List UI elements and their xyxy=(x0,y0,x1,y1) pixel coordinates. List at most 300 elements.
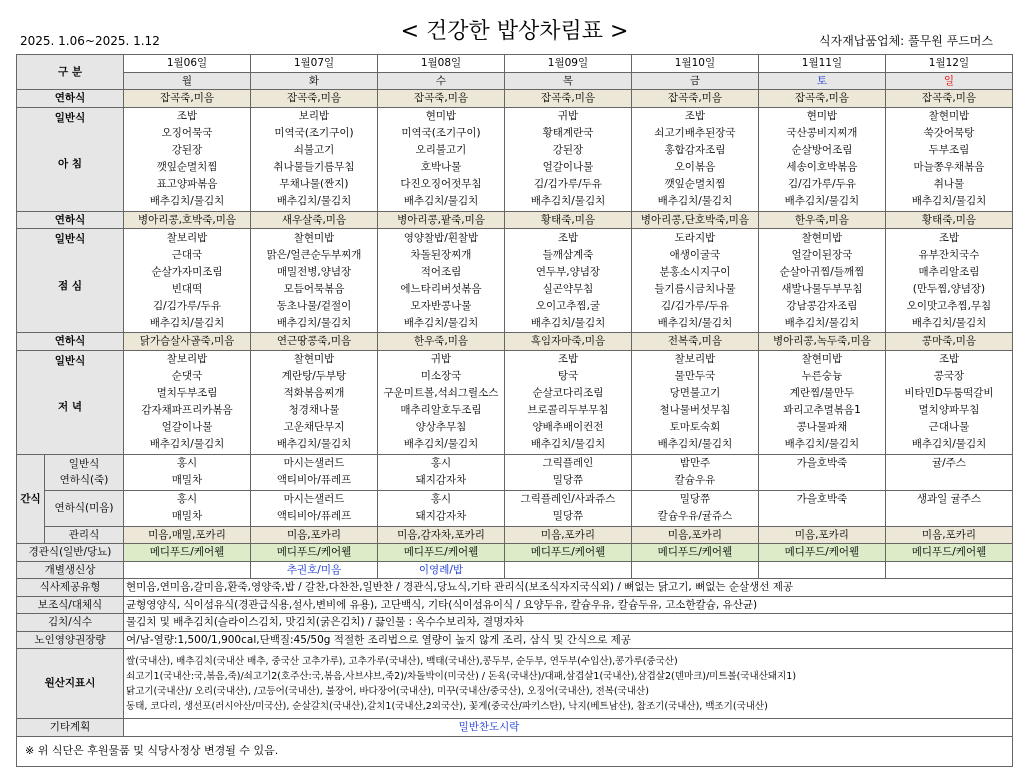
table-row xyxy=(17,649,1013,719)
menu-item: 찰보리밥 xyxy=(166,231,208,244)
table-row xyxy=(17,72,1013,90)
menu-item: 순살방어조림 xyxy=(791,144,853,156)
supplement-label: 보조식/대체식 xyxy=(17,596,124,614)
lunch-soft-label: 연하식 xyxy=(17,211,124,229)
menu-item: 순살코다리조림 xyxy=(532,387,604,399)
menu-item: 모자반콩나물 xyxy=(410,299,472,312)
menu-item: 구운미트볼,석쇠그릴소스 xyxy=(383,387,499,399)
dinner-soft-cell: 흑임자마죽,미음 xyxy=(504,333,631,351)
other-text: 밀반찬도시락 xyxy=(124,719,1013,737)
menu-item: 멸치양파무침 xyxy=(918,404,980,416)
menu-item: 차돌된장찌개 xyxy=(410,248,472,261)
menu-item: 브로콜리두부무침 xyxy=(527,404,609,416)
kimchi-text: 물김치 및 배추김치(슬라이스김치, 맛김치(굵은김치) / 끓인물 : 옥수수보리차, 결명자차 xyxy=(124,614,1013,632)
menu-item: 찰현미밥 xyxy=(928,110,970,122)
menu-item: 멸치두부조림 xyxy=(156,387,218,399)
snack-cell xyxy=(377,454,504,490)
menu-item: 마시는샐러드 xyxy=(283,457,345,469)
menu-item: 호박나물 xyxy=(420,161,462,173)
supplement-text: 균형영양식, 식이섬유식(경관급식용,설사,변비에 유용), 고단백식, 기타(식이섬유이식 / 요양두유, 칼슘우유, 칼슘두유, 고소한칼슘, 유산균) xyxy=(124,596,1013,614)
menu-item: 근대나물 xyxy=(928,421,970,433)
dinner-label xyxy=(17,350,124,454)
breakfast-soft-label: 연하식 xyxy=(17,90,124,108)
menu-item: 가을호박죽 xyxy=(796,457,848,469)
menu-item: 양상추무침 xyxy=(415,421,467,433)
lunch-general-label: 일반식 xyxy=(54,233,86,245)
dinner-soft-cell: 콩마죽,미음 xyxy=(885,333,1012,351)
menu-item: 돼지감자차 xyxy=(415,474,467,486)
menu-item: 유부잔치국수 xyxy=(918,248,980,261)
breakfast-menu-cell xyxy=(631,107,758,211)
menu-item: 애생이굴국 xyxy=(669,248,721,261)
breakfast-menu-cell xyxy=(885,107,1012,211)
tube-cell: 메디푸드/케어웰 xyxy=(885,544,1012,562)
menu-item: 순살가자미조림 xyxy=(151,265,223,278)
menu-item: 매추리알조림 xyxy=(918,265,980,278)
menu-item: 콩나물파채 xyxy=(796,421,848,433)
snack-cell xyxy=(124,490,251,526)
dinner-soft-label: 연하식 xyxy=(17,333,124,351)
breakfast-soft-cell: 잡곡죽,미음 xyxy=(251,90,378,108)
menu-item: 빈대떡 xyxy=(171,282,203,295)
day-header: 금 xyxy=(631,72,758,90)
menu-item: 배추김치/물김치 xyxy=(403,438,479,450)
menu-item: 조밥 xyxy=(557,353,579,365)
breakfast-menu-cell xyxy=(758,107,885,211)
other-label: 기타계획 xyxy=(17,719,124,737)
dinner-menu-cell xyxy=(377,350,504,454)
menu-item: 물만두국 xyxy=(674,370,716,382)
menu-item: 액티비아/퓨레프 xyxy=(276,510,352,522)
menu-item: 철나물버섯무침 xyxy=(659,404,731,416)
tube-label: 경관식(일반/당뇨) xyxy=(17,544,124,562)
dinner-soft-cell: 한우죽,미음 xyxy=(377,333,504,351)
breakfast-menu-cell xyxy=(377,107,504,211)
corner-label: 구 분 xyxy=(17,55,124,90)
menu-item xyxy=(888,472,1010,489)
menu-item: 적어조림 xyxy=(420,265,462,278)
nutrition-label: 노인영양권장량 xyxy=(17,631,124,649)
birthday-cell: 추권호/미음 xyxy=(251,561,378,579)
menu-item: 무채나물(짠지) xyxy=(279,178,349,190)
snack-label: 간식 xyxy=(17,454,45,544)
menu-item: 그릭플레인/사과쥬스 xyxy=(520,493,616,505)
menu-item: 배추김치/물김치 xyxy=(784,438,860,450)
menu-item: 세송이호박볶음 xyxy=(786,161,858,173)
menu-item: 밤만주 xyxy=(679,457,711,469)
breakfast-general-label: 일반식 xyxy=(54,111,86,124)
snack-cell xyxy=(504,454,631,490)
birthday-label: 개별생신상 xyxy=(17,561,124,579)
birthday-cell xyxy=(885,561,1012,579)
dinner-soft-cell: 전복죽,미음 xyxy=(631,333,758,351)
date-header: 1월09일 xyxy=(504,55,631,73)
menu-item: 도라지밥 xyxy=(674,231,716,244)
table-row xyxy=(17,736,1013,766)
menu-item: 찰보리밥 xyxy=(166,353,208,365)
menu-item: 마늘쫑우채볶음 xyxy=(913,161,985,173)
breakfast-soft-cell: 잡곡죽,미음 xyxy=(504,90,631,108)
table-row xyxy=(17,561,1013,579)
snack-cell xyxy=(758,490,885,526)
date-header: 1월08일 xyxy=(377,55,504,73)
table-row xyxy=(17,596,1013,614)
menu-item: 오이볶음 xyxy=(674,161,716,173)
mgmt-cell: 미음,포카리 xyxy=(885,526,1012,544)
menu-item: 그릭플레인 xyxy=(542,457,594,469)
menu-item: 쇠불고기 xyxy=(293,144,335,156)
menu-item: 밀당쮸 xyxy=(679,493,711,505)
snack-cell xyxy=(885,454,1012,490)
menu-item: 에느타리버섯볶음 xyxy=(400,282,482,295)
menu-item: 강된장 xyxy=(552,144,584,156)
snack-cell xyxy=(504,490,631,526)
origin-line: 쌀(국내산), 배추김치(국내산 배추, 중국산 고추가루), 고추가루(국내산), 백태(국내산),콩두부, 순두부, 연두부(수입산),콩가루(중국산) xyxy=(126,655,678,667)
lunch-soft-cell: 병아리콩,팥죽,미음 xyxy=(377,211,504,229)
menu-item: 홍시 xyxy=(430,493,452,505)
menu-item: 꽈리고추멸볶음1 xyxy=(783,404,861,416)
lunch-soft-cell: 병아리콩,단호박죽,미음 xyxy=(631,211,758,229)
table-row xyxy=(17,579,1013,597)
menu-item: 현미밥 xyxy=(806,110,838,122)
table-row xyxy=(17,454,1013,490)
breakfast-menu-cell xyxy=(504,107,631,211)
menu-item: 들깨삼계죽 xyxy=(542,248,594,261)
mgmt-cell: 미음,매밀,포카리 xyxy=(124,526,251,544)
dinner-menu-cell xyxy=(504,350,631,454)
menu-item: 적화볶음찌개 xyxy=(283,387,345,399)
breakfast-soft-cell: 잡곡죽,미음 xyxy=(885,90,1012,108)
dinner-soft-cell: 닭가슴살사골죽,미음 xyxy=(124,333,251,351)
menu-item: 미역국(조기구이) xyxy=(401,127,481,139)
menu-item: 취나물들기름무침 xyxy=(273,161,355,173)
menu-item: 배추김치/물김치 xyxy=(149,438,225,450)
menu-item: 마시는샐러드 xyxy=(283,493,345,505)
menu-item: 새발나물두부무침 xyxy=(781,282,863,295)
menu-item: 배추김치/물김치 xyxy=(276,316,352,329)
menu-item: 계란찜/물만두 xyxy=(789,387,855,399)
menu-item: 김/김가루/두유 xyxy=(660,299,729,312)
menu-item: 배추김치/물김치 xyxy=(276,195,352,207)
lunch-menu-cell xyxy=(504,229,631,333)
origin-text xyxy=(124,649,1013,719)
tube-cell: 메디푸드/케어웰 xyxy=(377,544,504,562)
menu-item: 비타민D두툼떡갈비 xyxy=(904,387,994,399)
menu-item: 밀당쮸 xyxy=(552,474,584,486)
lunch-soft-cell: 한우죽,미음 xyxy=(758,211,885,229)
menu-item: 밀당쮸 xyxy=(552,510,584,522)
date-header: 1월07일 xyxy=(251,55,378,73)
snack-row1-label xyxy=(45,454,124,490)
menu-item: 조밥 xyxy=(938,231,960,244)
table-row xyxy=(17,719,1013,737)
menu-item: 홍시 xyxy=(176,493,198,505)
menu-item: 분홍소시지구이 xyxy=(659,265,731,278)
menu-item: 배추김치/물김치 xyxy=(784,316,860,329)
menu-item: 귀밥 xyxy=(430,353,452,365)
menu-item: 배추김치/물김치 xyxy=(403,195,479,207)
menu-item: 오리불고기 xyxy=(415,144,467,156)
menu-item: 연두부,양념장 xyxy=(535,265,601,278)
mgmt-cell: 미음,포카리 xyxy=(504,526,631,544)
meal-type-text: 현미음,연미음,갈미음,환죽,영양죽,밥 / 갈찬,다찬찬,일반찬 / 경관식,당뇨식,기타 관리식(보조식자지국식외) / 뼈없는 닭고기, 뼈없는 순살생선 제공 xyxy=(124,579,1013,597)
supplier-label: 식자재납품업체: 풀무원 푸드머스 xyxy=(819,34,993,48)
menu-item: 배추김치/물김치 xyxy=(911,316,987,329)
menu-item: 콩국장 xyxy=(933,370,965,382)
menu-item: 오징어묵국 xyxy=(161,127,213,139)
footnote: ※ 위 식단은 후원물품 및 식당사정상 변경될 수 있음. xyxy=(17,736,1013,766)
table-row xyxy=(17,333,1013,351)
day-header: 월 xyxy=(124,72,251,90)
menu-item: 쑥갓어묵탕 xyxy=(923,127,975,139)
menu-item: 강된장 xyxy=(171,144,203,156)
menu-item: 매밀전병,양념장 xyxy=(276,265,352,278)
mgmt-label: 관리식 xyxy=(45,526,124,544)
lunch-soft-cell: 새우살죽,미음 xyxy=(251,211,378,229)
breakfast-soft-cell: 잡곡죽,미음 xyxy=(631,90,758,108)
menu-item: 찰보리밥 xyxy=(674,353,716,365)
menu-item: 고운채단무지 xyxy=(283,421,345,433)
dinner-menu-cell xyxy=(758,350,885,454)
meal-type-label: 식사제공유형 xyxy=(17,579,124,597)
menu-item: 배추김치/물김치 xyxy=(911,438,987,450)
day-header: 화 xyxy=(251,72,378,90)
menu-item: 배추김치/물김치 xyxy=(657,438,733,450)
menu-item: 찰현미밥 xyxy=(801,353,843,365)
menu-item: 김/김가루/두유 xyxy=(533,178,602,190)
tube-cell: 메디푸드/케어웰 xyxy=(124,544,251,562)
menu-item: 매추리알호두조림 xyxy=(400,404,482,416)
mgmt-cell: 미음,포카리 xyxy=(758,526,885,544)
tube-cell: 메디푸드/케어웰 xyxy=(251,544,378,562)
date-header: 1월11일 xyxy=(758,55,885,73)
table-row xyxy=(17,544,1013,562)
lunch-label xyxy=(17,229,124,333)
table-row xyxy=(17,614,1013,632)
menu-item xyxy=(888,508,1010,525)
day-header: 토 xyxy=(758,72,885,90)
tube-cell: 메디푸드/케어웰 xyxy=(631,544,758,562)
table-row xyxy=(17,55,1013,73)
menu-item: 배추김치/물김치 xyxy=(784,195,860,207)
menu-item: 청경채나물 xyxy=(288,404,340,416)
menu-item: 김/김가루/두유 xyxy=(153,299,221,312)
menu-item: 배추김치/물김치 xyxy=(657,195,733,207)
menu-item: 다진오징어젓무침 xyxy=(400,178,482,190)
menu-item: 계란탕/두부탕 xyxy=(281,370,347,382)
menu-item: 홍시 xyxy=(176,457,198,469)
day-header: 수 xyxy=(377,72,504,90)
menu-item: 얼갈이나물 xyxy=(542,161,594,173)
dinner-soft-cell: 병아리콩,녹두죽,미음 xyxy=(758,333,885,351)
menu-item: 배추김치/물김치 xyxy=(530,316,606,329)
menu-item: 귤/주스 xyxy=(931,457,966,469)
menu-item xyxy=(761,508,883,525)
kimchi-label: 김치/식수 xyxy=(17,614,124,632)
menu-item: 순댓국 xyxy=(171,370,203,382)
menu-item: 모듬어묵볶음 xyxy=(283,282,345,295)
menu-item: 배추김치/물김치 xyxy=(276,438,352,450)
menu-item: 조밥 xyxy=(176,110,198,122)
breakfast-soft-cell: 잡곡죽,미음 xyxy=(124,90,251,108)
menu-item: 찰현미밥 xyxy=(293,353,335,365)
lunch-soft-cell: 황태죽,미음 xyxy=(504,211,631,229)
lunch-soft-cell: 황태죽,미음 xyxy=(885,211,1012,229)
menu-item: 홍시 xyxy=(430,457,452,469)
origin-line: 닭고기(국내산)/ 오리(국내산), /고등어(국내산), 불장어, 바다장어(국내산), 미꾸(국내산/중국산), 오징어(국내산), 전복(국내산) xyxy=(126,685,649,697)
dinner-menu-cell xyxy=(251,350,378,454)
tube-cell: 메디푸드/케어웰 xyxy=(504,544,631,562)
birthday-cell xyxy=(631,561,758,579)
dinner-meal-label: 저 녁 xyxy=(58,401,82,413)
table-row xyxy=(17,350,1013,454)
day-header: 일 xyxy=(885,72,1012,90)
menu-item: 생과일 귤주스 xyxy=(916,493,982,505)
snack-sub-label: 연하식(죽) xyxy=(59,474,109,486)
menu-item: 칼슘우유 xyxy=(674,474,716,486)
breakfast-menu-cell xyxy=(124,107,251,211)
lunch-meal-label: 점 심 xyxy=(58,279,82,292)
menu-item: 들기름시금치나물 xyxy=(654,282,736,295)
menu-item: 귀밥 xyxy=(557,110,579,122)
date-header: 1월12일 xyxy=(885,55,1012,73)
lunch-menu-cell xyxy=(251,229,378,333)
lunch-menu-cell xyxy=(758,229,885,333)
menu-item: 오이맛고추찜,무침 xyxy=(906,299,992,312)
menu-item: 쇠고기배추된장국 xyxy=(654,127,736,139)
menu-item: 배추김치/물김치 xyxy=(657,316,733,329)
menu-item: 찰현미밥 xyxy=(293,231,335,244)
lunch-soft-cell: 병아리콩,호박죽,미음 xyxy=(124,211,251,229)
tube-cell: 메디푸드/케어웰 xyxy=(758,544,885,562)
dinner-soft-cell: 연근땅콩죽,미음 xyxy=(251,333,378,351)
menu-item: 영양찰밥/흰찰밥 xyxy=(403,231,479,244)
menu-item: (만두찜,양념장) xyxy=(912,282,986,295)
breakfast-label xyxy=(17,107,124,211)
breakfast-soft-cell: 잡곡죽,미음 xyxy=(377,90,504,108)
menu-item: 배추김치/물김치 xyxy=(530,195,606,207)
snack-cell xyxy=(251,490,378,526)
menu-item: 양배추배이컨전 xyxy=(532,421,604,433)
snack-cell xyxy=(124,454,251,490)
menu-item: 찰현미밥 xyxy=(801,231,843,244)
menu-item: 취나물 xyxy=(933,178,965,190)
origin-label: 원산지표시 xyxy=(17,649,124,719)
menu-item: 실곤약무침 xyxy=(542,282,594,295)
table-row xyxy=(17,229,1013,333)
breakfast-meal-label: 아 침 xyxy=(58,158,82,170)
snack-cell xyxy=(631,490,758,526)
menu-item: 홍합감자조림 xyxy=(664,144,726,156)
menu-item: 배추김치/물김치 xyxy=(530,438,606,450)
mgmt-cell: 미음,감자차,포카리 xyxy=(377,526,504,544)
dinner-menu-cell xyxy=(124,350,251,454)
dinner-menu-cell xyxy=(885,350,1012,454)
table-row xyxy=(17,490,1013,526)
menu-item: 당면불고기 xyxy=(669,387,721,399)
menu-item: 김/김가루/두유 xyxy=(787,178,856,190)
menu-item: 황태계란국 xyxy=(542,127,594,139)
menu-item: 동초나물/겉절이 xyxy=(276,299,352,312)
birthday-cell xyxy=(124,561,251,579)
lunch-menu-cell xyxy=(631,229,758,333)
nutrition-text: 여/남-열량:1,500/1,900cal,단백질:45/50g 적절한 조리법으로 열량이 높지 않게 조리, 삼식 및 간식으로 제공 xyxy=(124,631,1013,649)
menu-item: 누른숭늉 xyxy=(801,370,843,382)
breakfast-soft-cell: 잡곡죽,미음 xyxy=(758,90,885,108)
table-row xyxy=(17,631,1013,649)
snack-cell xyxy=(631,454,758,490)
menu-item: 가을호박죽 xyxy=(796,493,848,505)
dinner-general-label: 일반식 xyxy=(54,354,86,367)
birthday-cell xyxy=(504,561,631,579)
menu-item: 배추김치/물김치 xyxy=(911,195,987,207)
day-header: 목 xyxy=(504,72,631,90)
menu-item: 배추김치/물김치 xyxy=(403,316,479,329)
table-row xyxy=(17,90,1013,108)
snack-cell xyxy=(377,490,504,526)
birthday-cell xyxy=(758,561,885,579)
page-title: < 건강한 밥상차림표 > xyxy=(400,19,629,44)
table-row xyxy=(17,526,1013,544)
menu-item: 국산콩비지찌개 xyxy=(786,127,858,139)
table-row xyxy=(17,211,1013,229)
lunch-menu-cell xyxy=(377,229,504,333)
menu-item: 칼슘우유/귤쥬스 xyxy=(657,510,733,522)
table-row xyxy=(17,107,1013,211)
menu-item: 액티비아/퓨레프 xyxy=(276,474,352,486)
snack-cell xyxy=(251,454,378,490)
origin-line: 동태, 코다리, 생선포(러시아산/미국산), 순살갈치(국내산),갈치1(국내산,2외국산), 꽃게(중국산/파키스탄), 낙지(베트남산), 참조기(국내산), 백조기(국내산) xyxy=(126,700,768,712)
mgmt-cell: 미음,포카리 xyxy=(631,526,758,544)
snack-sub-label: 일반식 xyxy=(68,457,100,470)
menu-item: 보리밥 xyxy=(298,110,330,122)
lunch-menu-cell xyxy=(124,229,251,333)
menu-item: 깻잎순멸치찜 xyxy=(664,178,726,190)
birthday-cell: 이영례/밥 xyxy=(377,561,504,579)
period-label: 2025. 1.06~2025. 1.12 xyxy=(20,34,160,48)
date-header: 1월10일 xyxy=(631,55,758,73)
menu-item: 돼지감자차 xyxy=(415,510,467,522)
snack-cell xyxy=(758,454,885,490)
menu-item: 순살아귀찜/들깨찜 xyxy=(779,265,865,278)
menu-item: 토마토숙회 xyxy=(669,421,721,433)
menu-item: 탕국 xyxy=(557,370,579,382)
menu-item: 매밀차 xyxy=(171,474,203,486)
menu-item: 미소장국 xyxy=(420,370,462,382)
menu-item: 맑은/얼큰순두부찌개 xyxy=(266,248,362,261)
snack-cell xyxy=(885,490,1012,526)
menu-item: 배추김치/물김치 xyxy=(149,195,225,207)
menu-table xyxy=(16,54,1013,767)
menu-item: 매밀차 xyxy=(171,510,203,522)
menu-item: 근대국 xyxy=(171,248,203,261)
menu-item xyxy=(761,472,883,489)
dinner-menu-cell xyxy=(631,350,758,454)
menu-item: 조밥 xyxy=(684,110,706,122)
menu-item: 조밥 xyxy=(557,231,579,244)
lunch-menu-cell xyxy=(885,229,1012,333)
menu-item: 현미밥 xyxy=(425,110,457,122)
origin-line: 쇠고기1(국내산:국,볶음,죽)/쇠고기2(호주산:국,볶음,사브샤브,죽2)/차돌박이(미국산) / 돈육(국내산)/대패,삼겹살1(국내산),삼겹살2(덴마크)/미트볼(국내산돼지1) xyxy=(126,670,797,682)
breakfast-menu-cell xyxy=(251,107,378,211)
menu-item: 두부조림 xyxy=(928,144,970,156)
menu-item: 미역국(조기구이) xyxy=(274,127,354,139)
menu-item: 배추김치/물김치 xyxy=(149,316,225,329)
date-header: 1월06일 xyxy=(124,55,251,73)
menu-item: 조밥 xyxy=(938,353,960,365)
menu-item: 얼갈이된장국 xyxy=(791,248,853,261)
menu-item: 깻잎순멸치찜 xyxy=(156,161,218,173)
